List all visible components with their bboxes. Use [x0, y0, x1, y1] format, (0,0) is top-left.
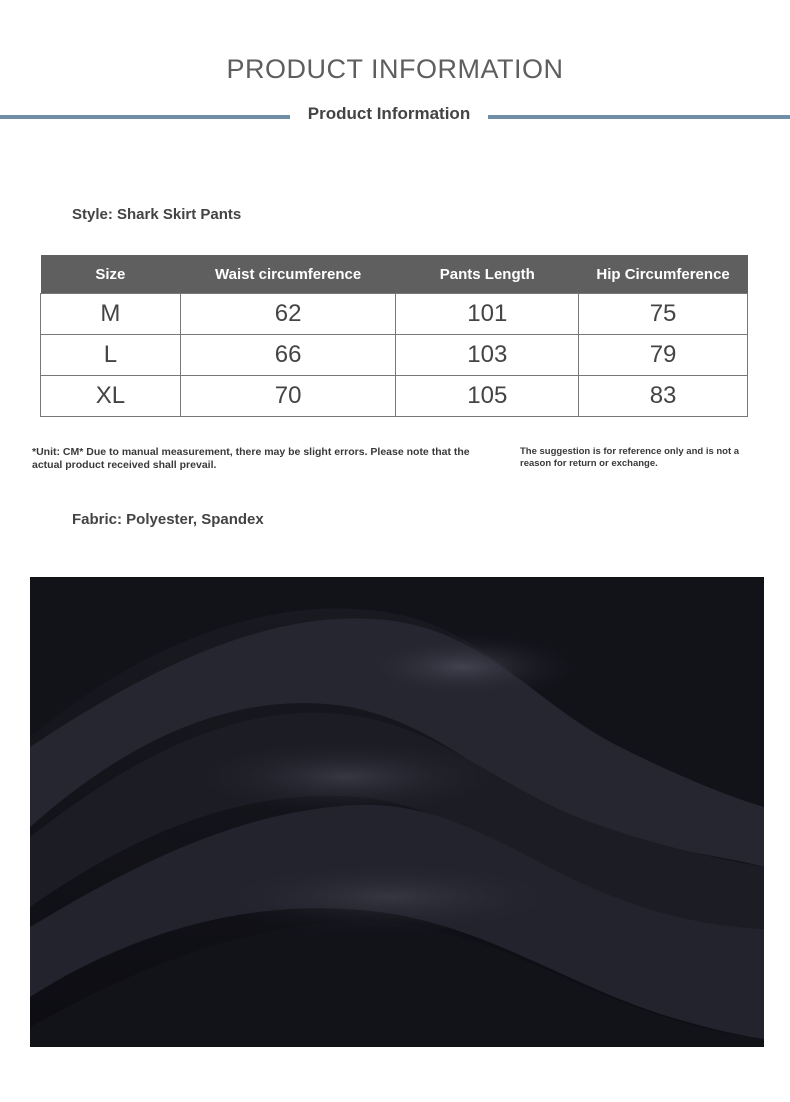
table-cell: 83	[579, 376, 748, 417]
fabric-texture-image	[30, 577, 764, 1047]
table-cell: 101	[396, 294, 579, 335]
column-header-waist: Waist circumference	[180, 255, 396, 294]
table-cell: 75	[579, 294, 748, 335]
divider-left	[0, 115, 290, 119]
table-cell: 79	[579, 335, 748, 376]
table-cell: 62	[180, 294, 396, 335]
section-subtitle: Product Information	[307, 104, 471, 123]
column-header-size: Size	[41, 255, 181, 294]
divider-right	[488, 115, 790, 119]
table-row	[41, 335, 748, 376]
column-header-length: Pants Length	[396, 255, 579, 294]
table-cell: 66	[180, 335, 396, 376]
fabric-photo	[30, 577, 764, 1047]
fabric-label: Fabric: Polyester, Spandex	[72, 511, 264, 528]
table-cell: XL	[41, 376, 181, 417]
table-cell: 105	[396, 376, 579, 417]
table-cell: L	[41, 335, 181, 376]
table-header-row	[41, 255, 748, 294]
size-chart-table	[40, 255, 748, 417]
measurement-note: *Unit: CM* Due to manual measurement, there may be slight errors. Please note that the actual product received shall prevail.	[32, 446, 470, 471]
column-header-hip: Hip Circumference	[579, 255, 748, 294]
style-label: Style: Shark Skirt Pants	[72, 206, 242, 223]
table-cell: M	[41, 294, 181, 335]
page-title: PRODUCT INFORMATION	[226, 54, 564, 84]
table-cell: 70	[180, 376, 396, 417]
table-row	[41, 376, 748, 417]
reference-note: The suggestion is for reference only and is not a reason for return or exchange.	[520, 446, 740, 469]
table-row	[41, 294, 748, 335]
table-cell: 103	[396, 335, 579, 376]
